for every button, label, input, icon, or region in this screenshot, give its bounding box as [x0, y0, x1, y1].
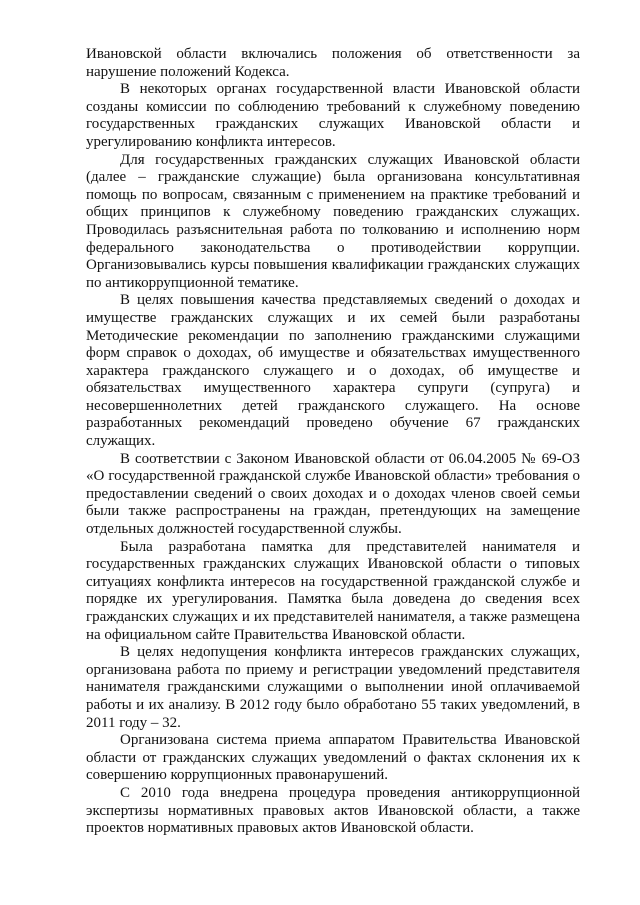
paragraph-expertise: С 2010 года внедрена процедура проведения антикоррупционной экспертизы нормативных правовых актов Ивановской области, а также проектов нормативных правовых актов Ивановской области. — [86, 784, 580, 837]
paragraph-income-declarations: В целях повышения качества представляемых сведений о доходах и имуществе гражданских служащих и их семей были разработаны Методические рекомендации по заполнению гражданскими служащими форм справок о доходах, об имуществе и обязательствах имущественного характера гражданского служащего и о доходах, об имуществе и обязательствах имущественного характера супруги (супруга) и несовершеннолетних детей гражданского служащего. На основе разработанных рекомендаций проведено обучение 67 гражданских служащих. — [86, 292, 580, 450]
paragraph-notifications: В целях недопущения конфликта интересов гражданских служащих, организована работа по приему и регистрации уведомлений представителя нанимателя гражданскими служащими о выполнении иной оплачиваемой работы и их анализу. В 2012 году было обработано 55 таких уведомлений, в 2011 году – 32. — [86, 644, 580, 731]
document-page — [86, 46, 580, 838]
paragraph-commissions: В некоторых органах государственной власти Ивановской области созданы комиссии по соблюдению требований к служебному поведению государственных гражданских служащих Ивановской области и урегулированию конфликта интересов. — [86, 81, 580, 150]
paragraph-law-reference: В соответствии с Законом Ивановской области от 06.04.2005 № 69-ОЗ «О государственной гражданской службе Ивановской области» требования о предоставлении сведений о своих доходах и о доходах членов своей семьи были также распространены на граждан, претендующих на замещение отдельных должностей государственной службы. — [86, 450, 580, 538]
paragraph-consultations: Для государственных гражданских служащих Ивановской области (далее – гражданские служащие) была организована консультативная помощь по вопросам, связанным с применением на практике требований и общих принципов к служебному поведению гражданских служащих. Проводилась разъяснительная работа по толкованию и исполнению норм федерального законодательства о противодействии коррупции. Организовывались курсы повышения квалификации гражданских служащих по антикоррупционной тематике. — [86, 151, 580, 291]
paragraph-memo: Была разработана памятка для представителей нанимателя и государственных гражданских служащих Ивановской области о типовых ситуациях конфликта интересов на государственной гражданской службе и порядке их урегулирования. Памятка была доведена до сведения всех гражданских служащих и их представителей нанимателя, а также размещена на официальном сайте Правительства Ивановской области. — [86, 538, 580, 643]
paragraph-continuation: Ивановской области включались положения об ответственности за нарушение положений Кодекса. — [86, 46, 580, 80]
paragraph-corruption-reports: Организована система приема аппаратом Правительства Ивановской области от гражданских служащих уведомлений о фактах склонения их к совершению коррупционных правонарушений. — [86, 732, 580, 784]
